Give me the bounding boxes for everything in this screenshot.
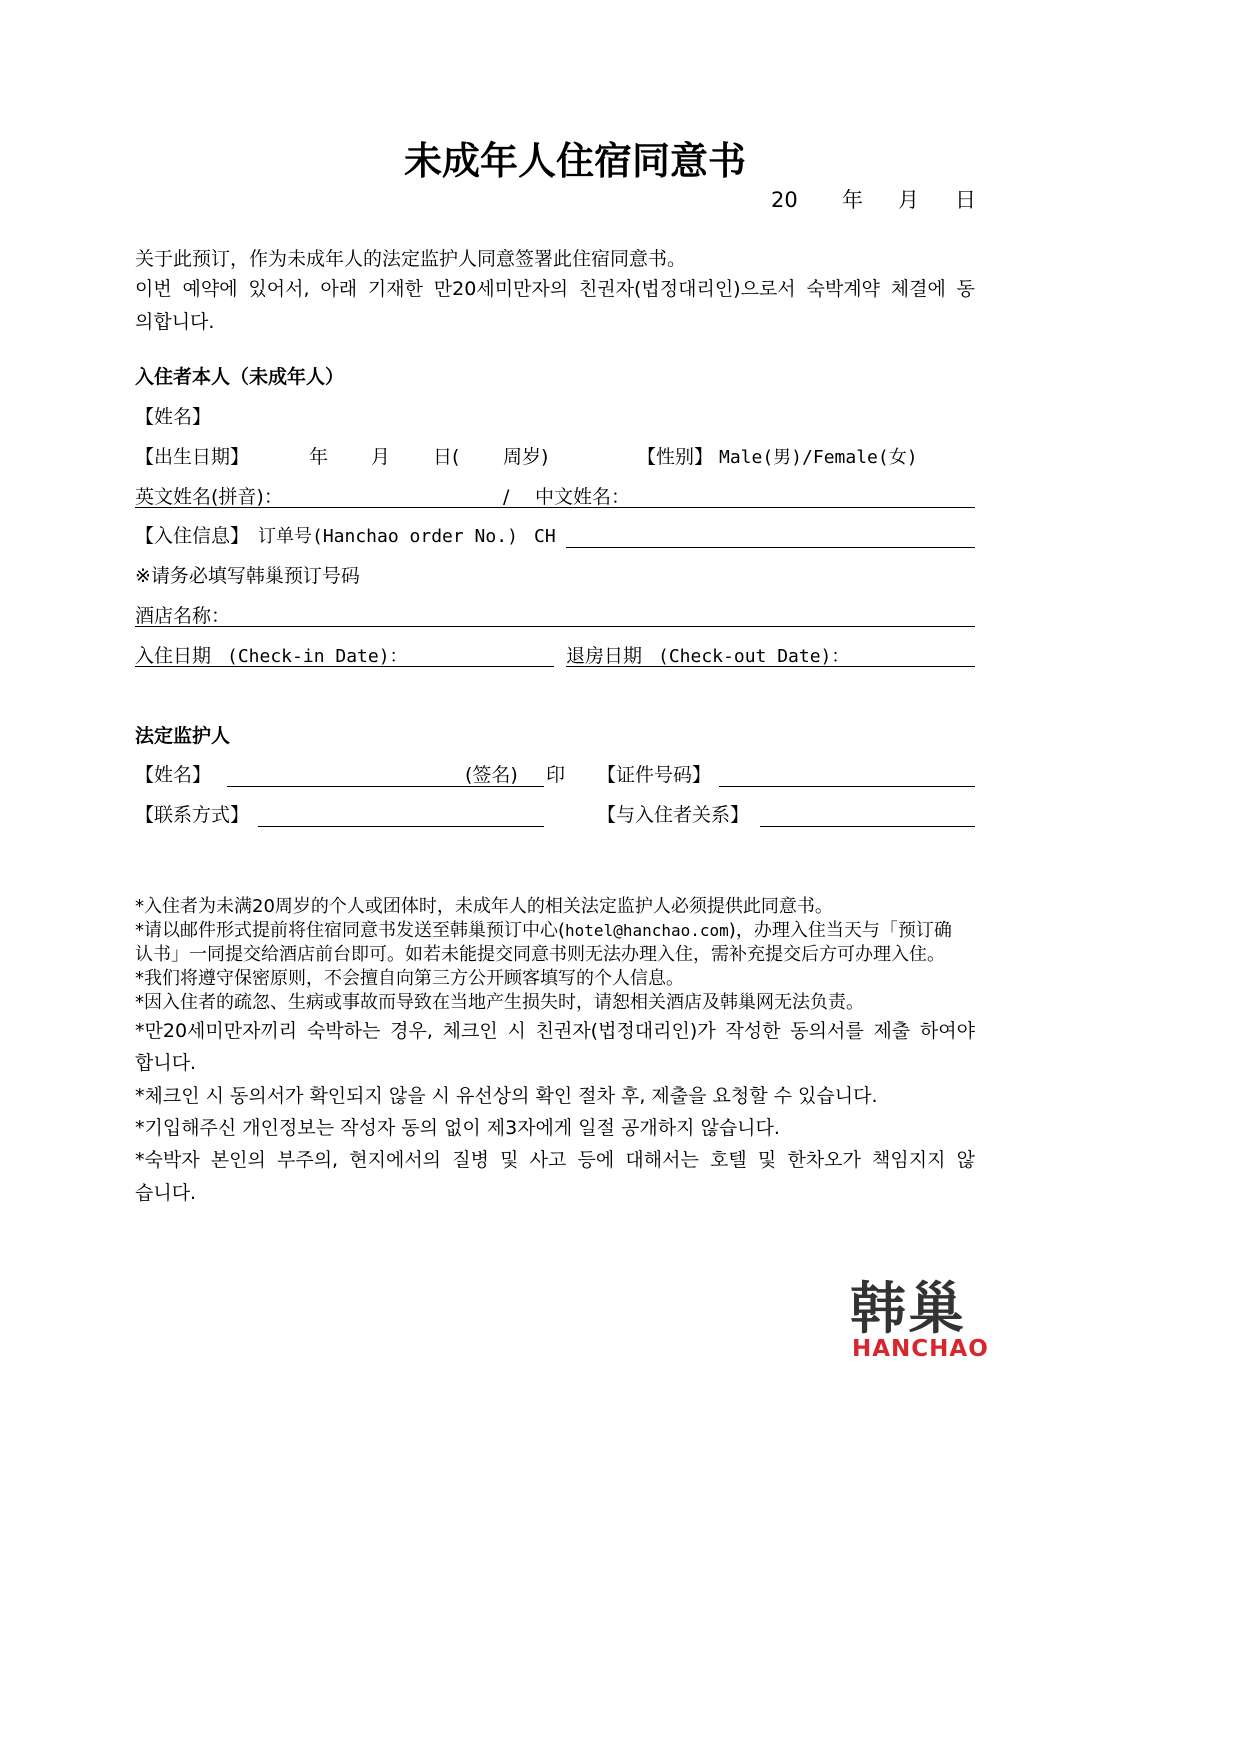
intro-kr-line1: 이번 예약에 있어서, 아래 기재한 만20세미만자의 친권자(법정대리인)으로서 숙박계약 체결에 동	[135, 278, 975, 300]
guardian-name-field[interactable]	[227, 786, 544, 787]
guest-section-heading: 入住者本人（未成年人）	[135, 366, 345, 388]
date-day-label: 日	[955, 188, 976, 212]
intro-kr-line2: 의합니다.	[135, 311, 215, 333]
checkin-date-label: 入住日期	[135, 645, 212, 667]
guest-birth-day: 日(	[433, 446, 460, 468]
note-1: *入住者为未满20周岁的个人或团体时，未成年人的相关法定监护人必须提供此同意书。	[135, 896, 833, 917]
hotel-name-label: 酒店名称：	[135, 605, 231, 627]
guardian-section-heading: 法定监护人	[135, 725, 231, 747]
english-name-label: 英文姓名(拼音)：	[135, 486, 283, 508]
guest-gender-value: Male(男)/Female(女)	[719, 447, 918, 468]
order-prefix: CH	[534, 526, 556, 547]
note-kr-1-line2: 합니다.	[135, 1052, 197, 1074]
guest-birth-label: 【出生日期】	[135, 446, 250, 468]
date-year-prefix: 20	[771, 188, 798, 212]
hotel-name-field[interactable]	[135, 626, 975, 627]
note-kr-4-line1: *숙박자 본인의 부주의, 현지에서의 질병 및 사고 등에 대해서는 호텔 및 한차오가 책임지지 않	[135, 1149, 975, 1171]
date-month-label: 月	[898, 188, 919, 212]
checkin-info-label: 【入住信息】	[135, 525, 250, 547]
note-kr-3: *기입해주신 개인정보는 작성자 동의 없이 제3자에게 일절 공개하지 않습니다.	[135, 1117, 780, 1139]
guardian-relation-label: 【与入住者关系】	[597, 804, 750, 826]
guardian-sign-label: (签名)	[465, 764, 518, 786]
guardian-id-field[interactable]	[719, 786, 975, 787]
order-no-label: 订单号(Hanchao order No.)	[258, 526, 518, 547]
note-4: *因入住者的疏忽、生病或事故而导致在当地产生损失时，请恕相关酒店及韩巢网无法负责。	[135, 992, 864, 1013]
guest-gender-label: 【性别】	[637, 446, 714, 468]
guest-name-label: 【姓名】	[135, 406, 212, 428]
checkout-date-field[interactable]	[566, 666, 975, 667]
chinese-name-label: 中文姓名：	[535, 486, 631, 508]
order-note: ※请务必填写韩巢预订号码	[135, 565, 360, 587]
note-2-line1	[135, 922, 952, 940]
note-kr-4-line2: 습니다.	[135, 1182, 197, 1204]
hanchao-logo-en: HANCHAO	[852, 1336, 989, 1362]
checkout-date-label: 退房日期	[566, 645, 643, 667]
note-2-line2: 认书」一同提交给酒店前台即可。如若未能提交同意书则无法办理入住，需补充提交后方可办理入住。	[135, 944, 945, 965]
guardian-name-label: 【姓名】	[135, 764, 212, 786]
name-underline[interactable]	[135, 507, 975, 508]
note-2-email: hotel@hanchao.com	[565, 921, 729, 940]
note-3: *我们将遵守保密原则，不会擅自向第三方公开顾客填写的个人信息。	[135, 968, 684, 989]
name-slash: /	[503, 486, 510, 508]
note-2-line1-a: *请以邮件形式提前将住宿同意书发送至韩巢预订中心(	[135, 920, 566, 941]
checkin-date-en: (Check-in Date)：	[227, 646, 408, 667]
guardian-contact-field[interactable]	[258, 826, 544, 827]
page-title: 未成年人住宿同意书	[404, 139, 747, 183]
order-no-field[interactable]	[566, 547, 975, 548]
note-kr-2: *체크인 시 동의서가 확인되지 않을 시 유선상의 확인 절차 후, 제출을 요청할 수 있습니다.	[135, 1085, 878, 1107]
guest-birth-month: 月	[371, 446, 391, 468]
guardian-relation-field[interactable]	[760, 826, 975, 827]
note-2-line1-b: )，办理入住当天与「预订确	[728, 920, 952, 941]
checkout-date-en: (Check-out Date)：	[658, 646, 850, 667]
guest-birth-year: 年	[309, 446, 329, 468]
hanchao-logo-cn: 韩巢	[850, 1277, 966, 1342]
date-year-label: 年	[842, 188, 863, 212]
intro-cn: 关于此预订，作为未成年人的法定监护人同意签署此住宿同意书。	[135, 248, 687, 270]
note-kr-1-line1: *만20세미만자끼리 숙박하는 경우, 체크인 시 친권자(법정대리인)가 작성한 동의서를 제출 하여야	[135, 1020, 975, 1042]
checkin-date-field[interactable]	[135, 666, 554, 667]
guardian-id-label: 【证件号码】	[597, 764, 712, 786]
guardian-seal-label: 印	[546, 764, 566, 786]
guardian-contact-label: 【联系方式】	[135, 804, 250, 826]
guest-age: 周岁)	[503, 446, 549, 468]
